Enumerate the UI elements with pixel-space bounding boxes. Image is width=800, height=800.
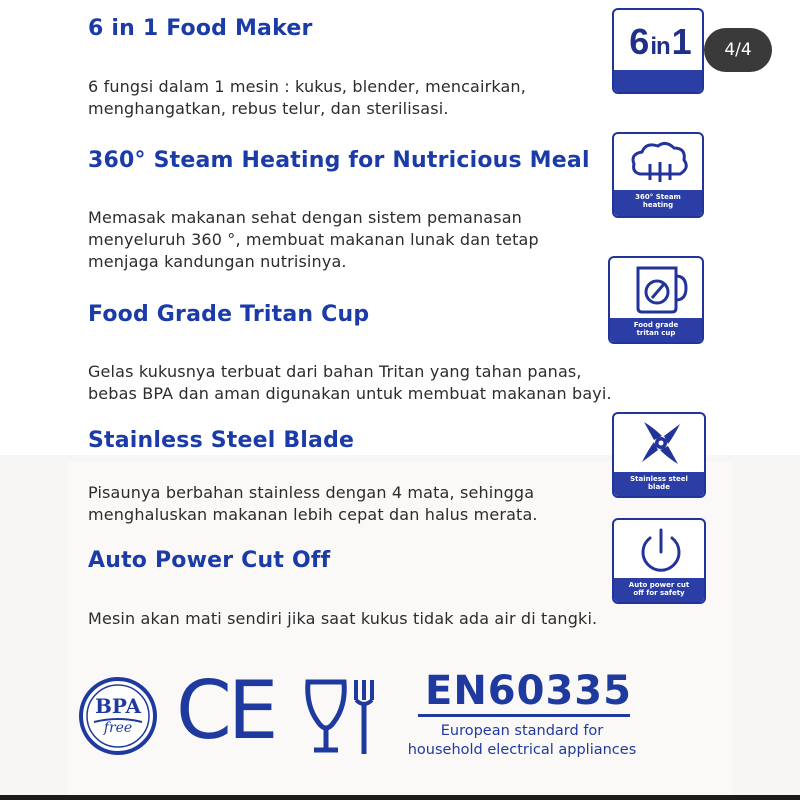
icon-label-line: Stainless steel xyxy=(630,475,688,483)
icon-band xyxy=(614,70,702,92)
icon-label-line: heating xyxy=(642,201,674,209)
bpa-label: BPA xyxy=(94,694,141,718)
feature-desc-stainless-blade xyxy=(88,482,538,526)
six-in-one-icon xyxy=(612,8,704,94)
image-page-indicator: 4/4 xyxy=(704,28,772,72)
desc-line: bebas BPA dan aman digunakan untuk membuat makanan bayi. xyxy=(88,384,612,403)
feature-title-6-in-1: 6 in 1 Food Maker xyxy=(88,16,313,41)
feature-desc-6-in-1 xyxy=(88,76,526,120)
en60335-divider xyxy=(418,714,630,717)
icon-label xyxy=(614,578,704,602)
desc-line: menjaga kandungan nutrisinya. xyxy=(88,252,347,271)
en-subtitle-line: European standard for xyxy=(440,723,604,739)
stainless-blade-icon xyxy=(612,412,706,498)
feature-desc-tritan-cup xyxy=(88,361,612,405)
bpa-free-label: free xyxy=(103,720,133,736)
desc-line: Pisaunya berbahan stainless dengan 4 mata, sehingga xyxy=(88,483,535,502)
blade-glyph xyxy=(614,414,706,472)
power-glyph xyxy=(614,520,706,580)
desc-line: menghangatkan, rebus telur, dan sterilisasi. xyxy=(88,99,449,118)
bottom-divider xyxy=(0,795,800,800)
desc-line: 6 fungsi dalam 1 mesin : kukus, blender, mencairkan, xyxy=(88,77,526,96)
icon-label-line: Auto power cut xyxy=(628,581,690,589)
desc-line: menghaluskan makanan lebih cepat dan halus merata. xyxy=(88,505,538,524)
ce-mark: CE xyxy=(176,664,275,757)
desc-line: menyeluruh 360 °, membuat makanan lunak dan tetap xyxy=(88,230,539,249)
feature-title-stainless-blade: Stainless Steel Blade xyxy=(88,428,355,453)
feature-title-steam-heating: 360° Steam Heating for Nutricious Meal xyxy=(88,148,590,173)
desc-line: Memasak makanan sehat dengan sistem pemanasan xyxy=(88,208,522,227)
steam-heating-glyph xyxy=(614,134,704,190)
icon-label xyxy=(610,318,702,342)
icon-label-line: blade xyxy=(648,483,670,491)
en-subtitle-line: household electrical appliances xyxy=(407,742,637,758)
feature-desc-auto-power-cut xyxy=(88,608,597,630)
desc-line: Gelas kukusnya terbuat dari bahan Tritan yang tahan panas, xyxy=(88,362,582,381)
feature-title-auto-power-cut: Auto Power Cut Off xyxy=(88,548,331,573)
feature-title-tritan-cup: Food Grade Tritan Cup xyxy=(88,302,370,327)
icon-label xyxy=(614,190,702,216)
tritan-cup-icon xyxy=(608,256,704,344)
icon-label xyxy=(614,472,704,496)
icon-label-line: off for safety xyxy=(633,589,685,597)
icon-label-line: tritan cup xyxy=(636,329,676,337)
power-cut-off-icon xyxy=(612,518,706,604)
en60335-title: EN60335 xyxy=(425,668,632,714)
food-safe-icon xyxy=(300,676,382,758)
icon-label-line: 360° Steam xyxy=(635,193,681,201)
icon-label-line: Food grade xyxy=(633,321,679,329)
cup-glyph xyxy=(610,258,704,318)
steam-heating-icon xyxy=(612,132,704,218)
feature-desc-steam-heating xyxy=(88,207,539,273)
bpa-free-logo xyxy=(78,676,158,756)
en60335-subtitle xyxy=(402,722,642,760)
six-in-one-label: 6in1 xyxy=(629,21,691,62)
desc-line: Mesin akan mati sendiri jika saat kukus tidak ada air di tangki. xyxy=(88,609,598,628)
